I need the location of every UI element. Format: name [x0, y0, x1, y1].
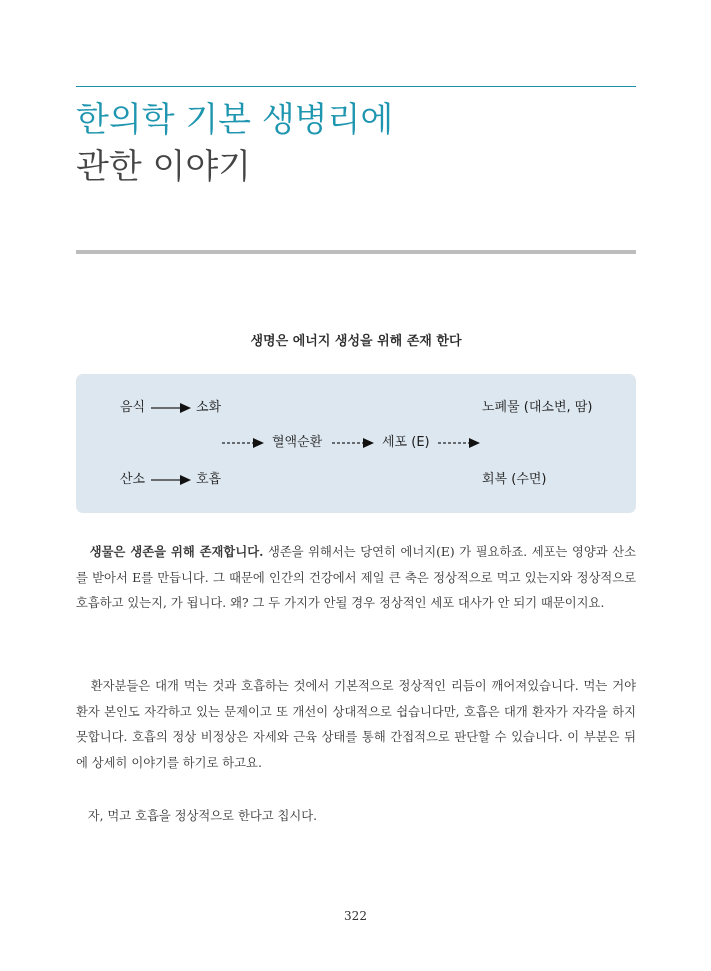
digestion-label: 소화: [196, 400, 222, 415]
paragraph-3: [76, 804, 636, 830]
energy-flow-diagram: [76, 374, 636, 513]
circulation-label: 혈액순환: [272, 435, 323, 450]
chapter-title-line-2: 관한 이야기: [76, 147, 252, 187]
section-divider: [76, 250, 636, 254]
paragraph-1: [76, 539, 636, 617]
page-number: 322: [344, 909, 367, 923]
cell-label: 세포 (E): [382, 435, 430, 450]
circulation-to-cell-arrow: [331, 437, 375, 449]
food-to-digestion-arrow: [150, 402, 192, 414]
oxygen-to-respiration-arrow: [150, 474, 192, 486]
food-label: 음식: [120, 400, 146, 415]
top-rule: [76, 86, 636, 87]
recovery-label: 회복 (수면): [482, 472, 547, 487]
paragraph-1-lead: 생물은 생존을 위해 존재합니다.: [89, 544, 264, 559]
paragraph-3-text: 자, 먹고 호흡을 정상적으로 한다고 칩시다.: [87, 809, 318, 823]
diagram-heading: 생명은 에너지 생성을 위해 존재 한다: [250, 334, 462, 349]
paragraph-2: [76, 674, 636, 776]
paragraph-1-text: 생존을 위해서는 당연히 에너지(E) 가 필요하죠. 세포는 영양과 산소를 받아서 E를 만듭니다. 그 때문에 인간의 건강에서 제일 큰 축은 정상적으로 먹고 있는지와 정상적으로 호흡하고 있는지, 가 됩니다. 왜? 그 두 가지가 안될 경우 정상적인 세포 대사가 안 되기 때문이지요.: [76, 545, 636, 610]
cell-output-arrow: [437, 437, 481, 449]
respiration-label: 호흡: [196, 472, 222, 487]
waste-label: 노폐물 (대소변, 땀): [482, 400, 593, 415]
chapter-title-line-1: 한의학 기본 생병리에: [76, 100, 394, 140]
circulation-arrow: [221, 437, 265, 449]
oxygen-label: 산소: [120, 472, 146, 487]
paragraph-2-text: 환자분들은 대개 먹는 것과 호흡하는 것에서 기본적으로 정상적인 리듬이 깨어져있습니다. 먹는 거야 환자 본인도 자각하고 있는 문제이고 또 개선이 상대적으로 쉽습니다만, 호흡은 대개 환자가 자각을 하지 못합니다. 호흡의 정상 비정상은 자세와 근육 상태를 통해 간접적으로 판단할 수 있습니다. 이 부분은 뒤에 상세히 이야기를 하기로 하고요.: [76, 679, 636, 770]
